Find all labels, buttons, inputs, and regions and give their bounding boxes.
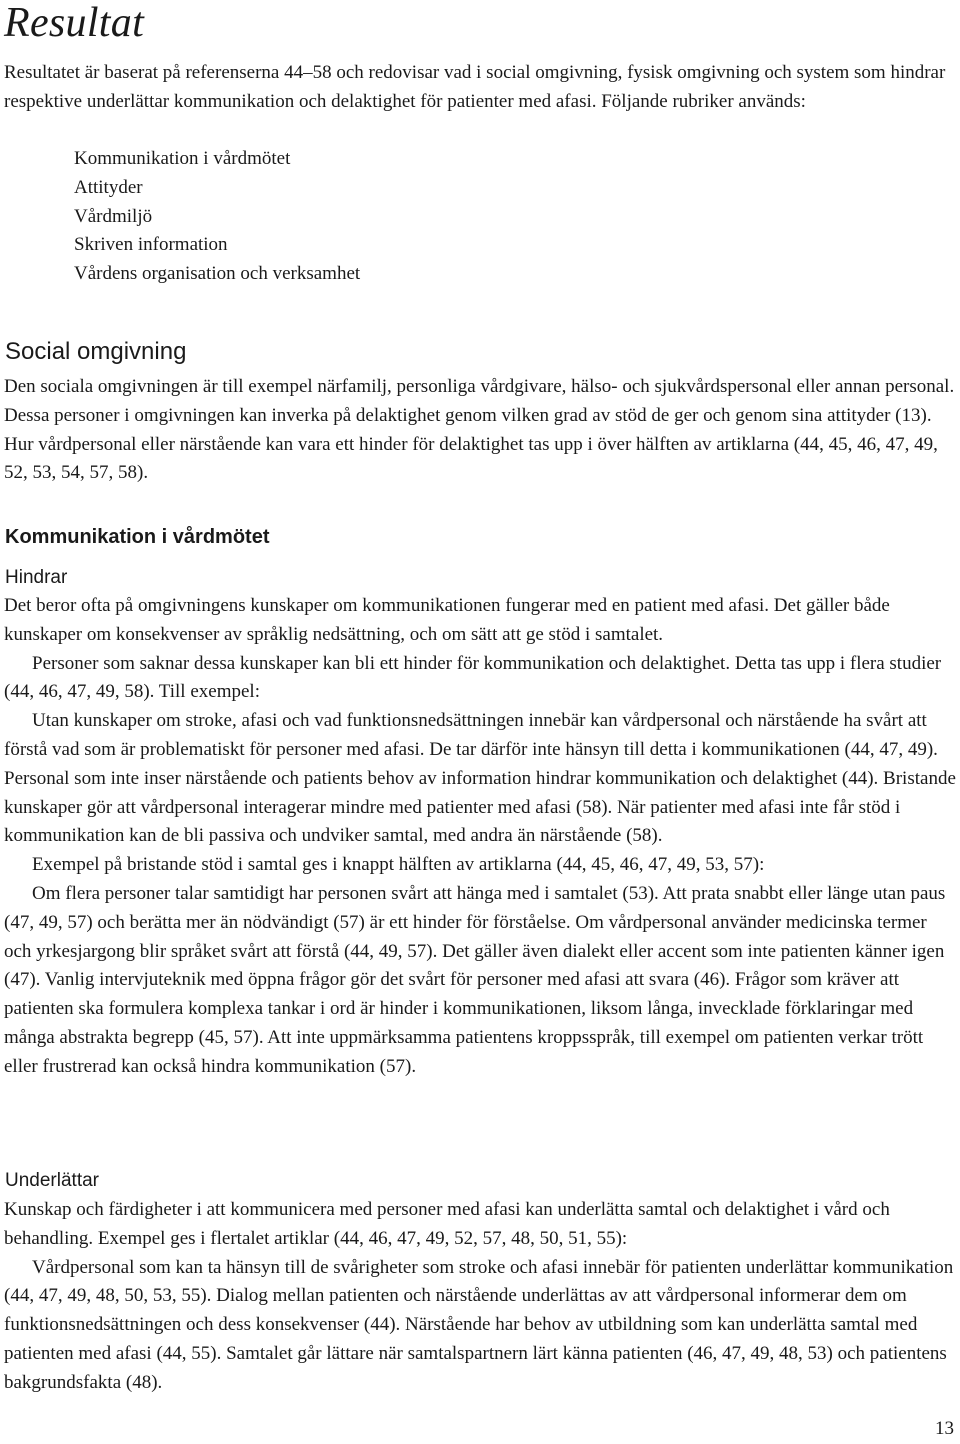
intro-paragraph: Resultatet är baserat på referenserna 44–58 och redovisar vad i social omgivning, fysisk omgivning och system som hindrar respektive underlättar kommunikation och delaktighet för patienter med afasi. Följande rubriker används:	[4, 62, 946, 112]
page-number: 13	[935, 1418, 954, 1439]
page-title: Resultat	[4, 0, 145, 46]
hindrar-paragraph: Utan kunskaper om stroke, afasi och vad funktionsnedsättningen innebär kan vårdpersonal och närstående ha svårt att förstå vad som är problematiskt för personer med afasi. De tar därför inte hänsyn till detta i kommunikationen (44, 47, 49). Personal som inte inser närstående och patients behov av information hindrar kommunikation och delaktighet (44). Bristande kunskaper gör att vårdpersonal interagerar mindre med patienter med afasi (58). När patienter med afasi inte får stöd i kommunikation kan de bli passiva och undviker samtal, med andra än närstående (58).	[4, 710, 956, 847]
list-item: Attityder	[74, 176, 143, 198]
hindrar-paragraph: Om flera personer talar samtidigt har personen svårt att hänga med i samtalet (53). Att prata snabbt eller länge utan paus (47, 49, 57) och berätta mer än nödvändigt (57) är ett hinder för förståelse. Om vårdpersonal använder medicinska termer och yrkesjargong blir språket svårt att förstå (44, 49, 57). Det gäller även dialekt eller accent som inte patienten känner igen (47). Vanlig intervjuteknik med öppna frågor gör det svårt för personer med afasi att svara (46). Frågor som kräver att patienten ska formulera komplexa tankar i ord är hinder i kommunikationen, liksom långa, invecklade förklaringar med många abstrakta begrepp (45, 57). Att inte uppmärksamma patientens kroppsspråk, till exempel om patienten verkar trött eller frustrerad kan också hindra kommunikation (57).	[4, 882, 946, 1077]
hindrar-text-block	[4, 592, 956, 1082]
intro-paragraph-block	[4, 59, 956, 117]
list-item: Skriven information	[74, 234, 228, 256]
social-paragraph-block	[4, 373, 956, 488]
underlattar-paragraph: Vårdpersonal som kan ta hänsyn till de svårigheter som stroke och afasi innebär för patienten underlättar kommunikation (44, 47, 49, 48, 50, 53, 55). Dialog mellan patienten och närstående underlättas av att vårdpersonal informerar dem om funktionsnedsättningen och dess konsekvenser (44). Närstående har behov av utbildning som kan underlätta samtal med patienten med afasi (44, 55). Samtalet går lättare när samtalspartnern lärt känna patienten (46, 47, 49, 48, 53) och patientens bakgrundsfakta (48).	[4, 1256, 954, 1393]
list-item: Vårdmiljö	[74, 205, 153, 227]
underlattar-paragraph: Kunskap och färdigheter i att kommunicera med personer med afasi kan underlätta samtal och delaktighet i vård och behandling. Exempel ges i flertalet artiklar (44, 46, 47, 49, 52, 57, 48, 50, 51, 55):	[4, 1199, 890, 1249]
section-heading-social-omgivning: Social omgivning	[5, 338, 187, 365]
list-item: Kommunikation i vårdmötet	[74, 148, 291, 169]
list-item: Vårdens organisation och verksamhet	[74, 263, 361, 285]
heading-underlattar: Underlättar	[5, 1170, 99, 1191]
hindrar-paragraph: Exempel på bristande stöd i samtal ges i knappt hälften av artiklarna (44, 45, 46, 47, 49, 53, 57):	[32, 854, 765, 876]
hindrar-paragraph: Det beror ofta på omgivningens kunskaper om kommunikationen fungerar med en patient med afasi. Det gäller både kunskaper om konsekvenser av språklig nedsättning, och om sätt att ge stöd i samtalet.	[4, 595, 890, 645]
subsection-heading-kommunikation: Kommunikation i vårdmötet	[5, 526, 270, 548]
hindrar-paragraph: Personer som saknar dessa kunskaper kan bli ett hinder för kommunikation och delaktighet. Detta tas upp i flera studier (44, 46, 47, 49, 58). Till exempel:	[4, 652, 942, 703]
heading-hindrar: Hindrar	[5, 567, 68, 588]
rubrik-list	[74, 145, 360, 289]
underlattar-text-block	[4, 1196, 956, 1398]
social-paragraph: Den sociala omgivningen är till exempel närfamilj, personliga vårdgivare, hälso- och sjukvårdspersonal eller annan personal. Dessa personer i omgivningen kan inverka på delaktighet genom vilken grad av stöd de ger och genom sina attityder (13). Hur vårdpersonal eller närstående kan vara ett hinder för delaktighet tas upp i över hälften av artiklarna (44, 45, 46, 47, 49, 52, 53, 54, 57, 58).	[4, 376, 955, 484]
